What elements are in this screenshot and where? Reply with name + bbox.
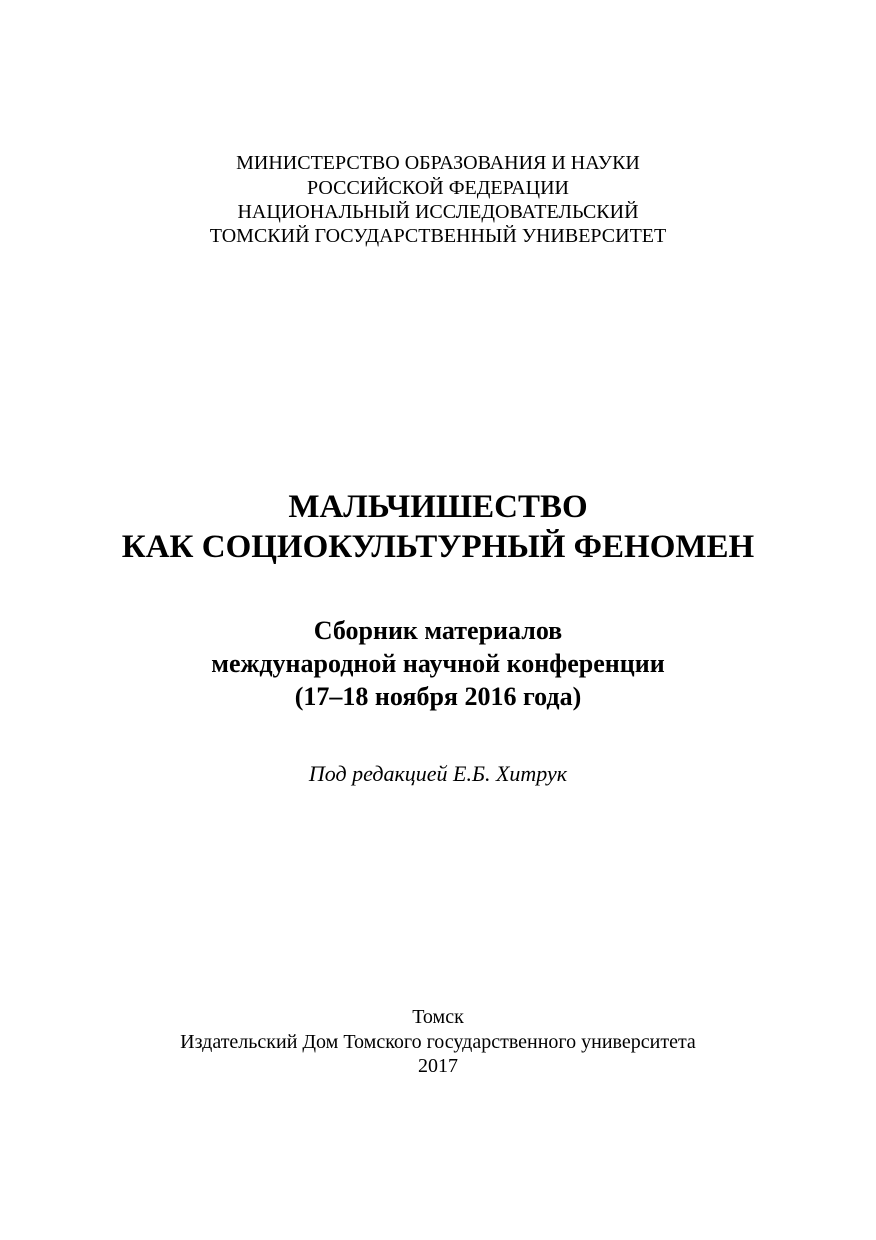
institution-line-2: РОССИЙСКОЙ ФЕДЕРАЦИИ: [307, 177, 569, 199]
imprint-year: 2017: [418, 1055, 458, 1077]
subtitle-line-1: Сборник материалов: [313, 616, 563, 645]
imprint-city: Томск: [412, 1006, 464, 1028]
book-title-line-1: МАЛЬЧИШЕСТВО: [288, 489, 588, 525]
institution-line-3: НАЦИОНАЛЬНЫЙ ИССЛЕДОВАТЕЛЬСКИЙ: [237, 201, 639, 223]
institution-line-1: МИНИСТЕРСТВО ОБРАЗОВАНИЯ И НАУКИ: [236, 152, 640, 174]
editor-credit: Под редакцией Е.Б. Хитрук: [308, 761, 568, 786]
book-title-line-2: КАК СОЦИОКУЛЬТУРНЫЙ ФЕНОМЕН: [121, 529, 755, 565]
imprint-publisher: Издательский Дом Томского государственного университета: [180, 1031, 696, 1053]
institution-line-4: ТОМСКИЙ ГОСУДАРСТВЕННЫЙ УНИВЕРСИТЕТ: [209, 225, 667, 247]
subtitle-line-2: международной научной конференции: [211, 649, 665, 678]
subtitle-line-3: (17–18 ноября 2016 года): [294, 682, 582, 711]
